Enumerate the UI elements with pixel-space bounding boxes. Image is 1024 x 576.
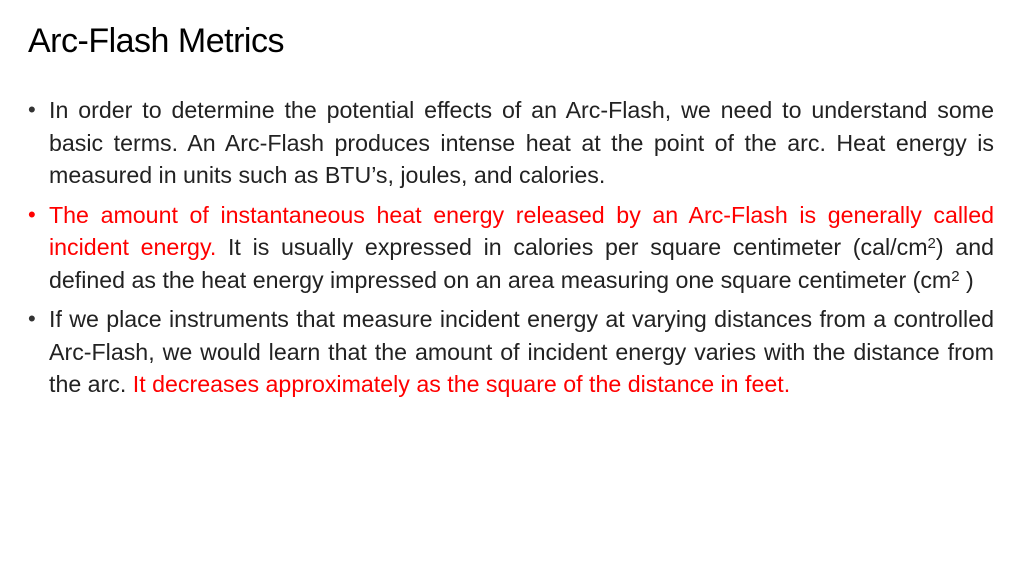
bullet-item (28, 199, 994, 297)
bullet-text: ) (959, 266, 974, 293)
highlighted-text: The amount of instantaneous heat energy released by an Arc-Flash is generally called incident energy. (49, 201, 994, 260)
bullet-text: ) and defined as the heat energy impressed on an area measuring one square centimeter (cm (49, 234, 994, 293)
slide-title: Arc-Flash Metrics (28, 22, 284, 60)
superscript: 2 (951, 267, 960, 285)
superscript: 2 (927, 235, 936, 252)
bullet-text: It is usually expressed in calories per square centimeter (cal/cm (216, 234, 928, 260)
highlighted-text: It decreases approximately as the square of the distance in feet. (132, 371, 791, 397)
bullet-dot-icon: • (28, 97, 36, 122)
bullet-item (28, 303, 994, 401)
bullet-dot-icon: • (28, 306, 36, 331)
bullet-dot-icon: • (28, 201, 36, 227)
bullet-text: In order to determine the potential effects of an Arc-Flash, we need to understand some basic terms. An Arc-Flash produces intense heat at the point of the arc. Heat energy is measured in units such as BTU’s, joules, and calories. (49, 97, 994, 188)
bullet-list (28, 94, 994, 408)
bullet-item (28, 94, 994, 192)
bullet-text: If we place instruments that measure incident energy at varying distances from a controlled Arc-Flash, we would learn that the amount of incident energy varies with the distance from the arc. (49, 306, 994, 397)
